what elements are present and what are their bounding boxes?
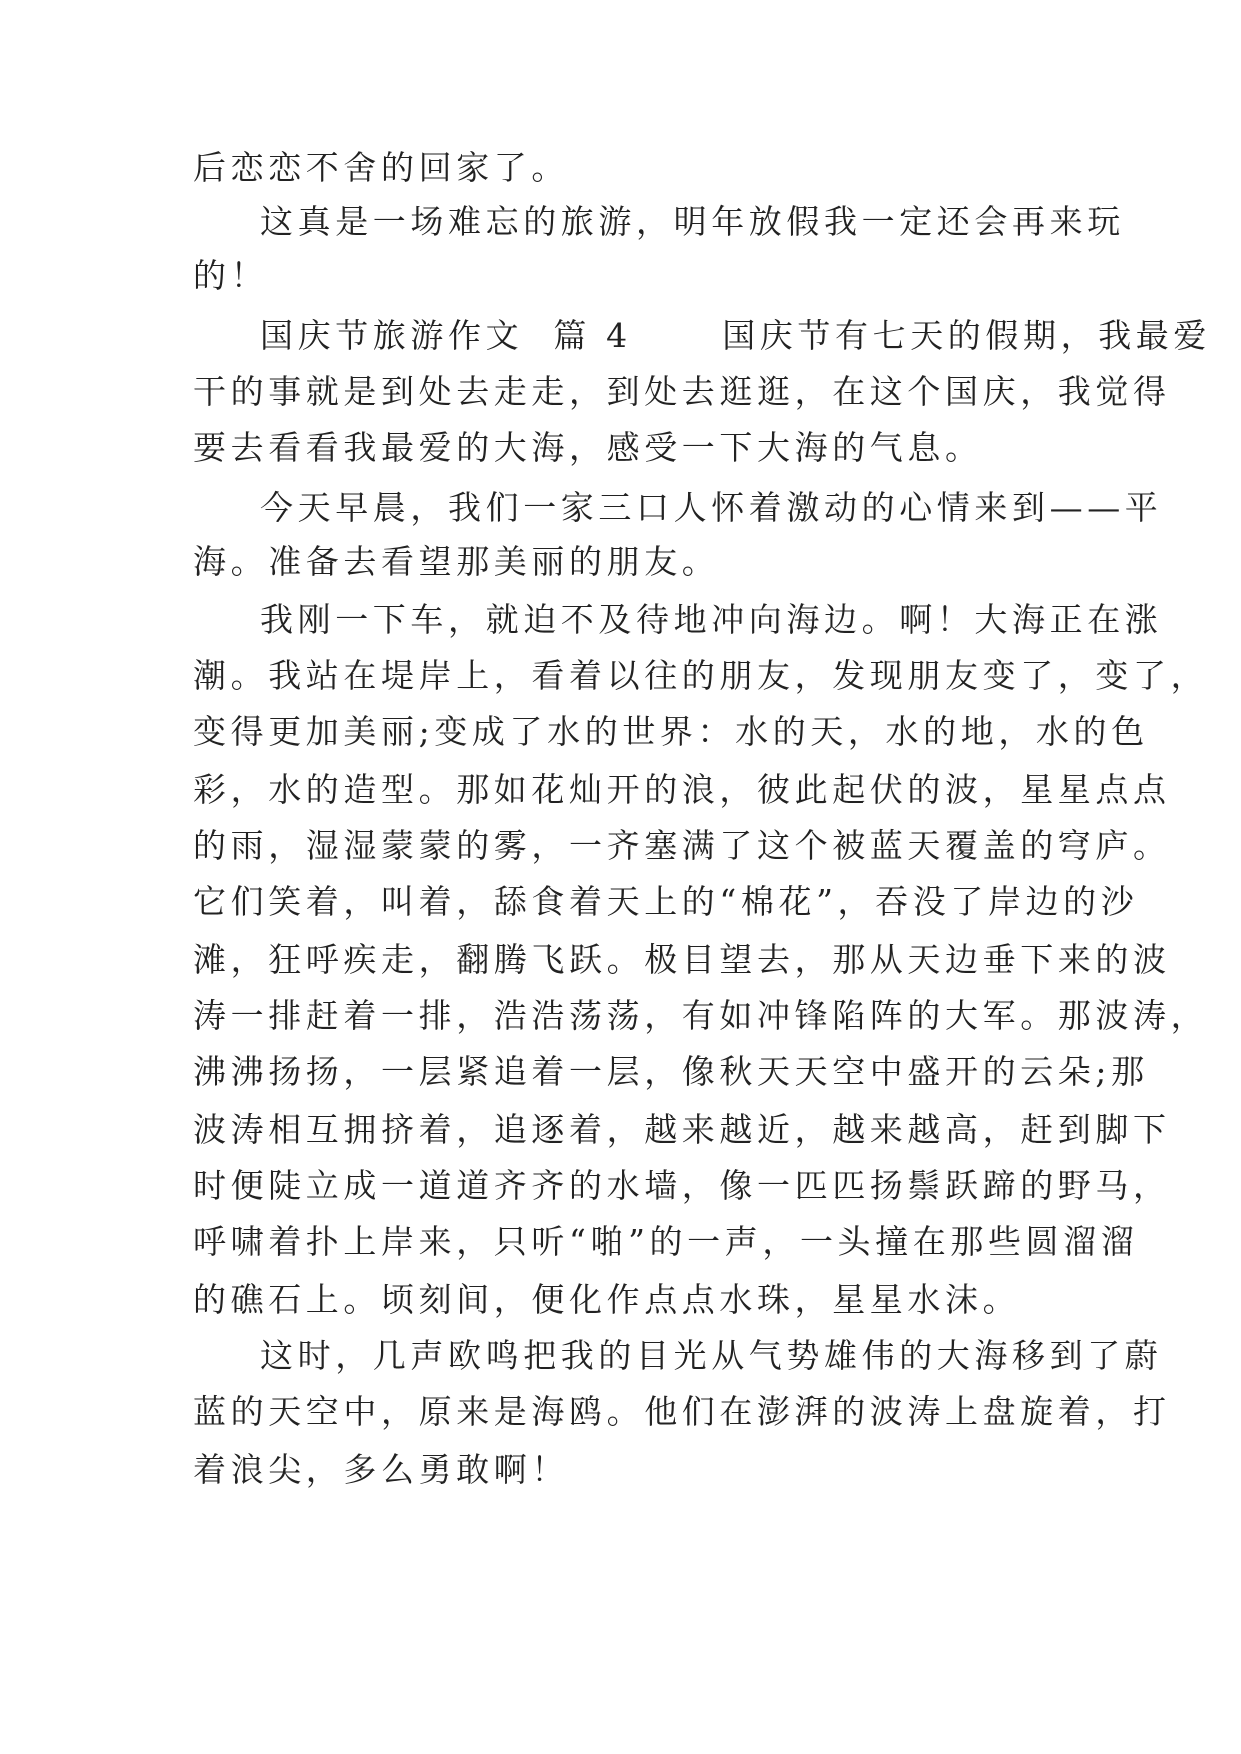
text-line: 滩，狂呼疾走，翻腾飞跃。极目望去，那从天边垂下来的波 [193,940,1171,979]
text-line: 后恋恋不舍的回家了。 [193,148,569,187]
text-line: 沸沸扬扬，一层紧追着一层，像秋天天空中盛开的云朵;那 [193,1052,1149,1091]
paragraph-line: 今天早晨，我们一家三口人怀着激动的心情来到——平 [260,488,1163,527]
paragraph-line: 这时，几声欧鸣把我的目光从气势雄伟的大海移到了蔚 [260,1336,1163,1375]
section-heading-line: 国庆节旅游作文 篇 4 国庆节有七天的假期，我最爱 [260,316,1212,355]
paragraph-line: 我刚一下车，就迫不及待地冲向海边。啊！大海正在涨 [260,600,1163,639]
text-line: 波涛相互拥挤着，追逐着，越来越近，越来越高，赶到脚下 [193,1110,1171,1149]
text-line: 潮。我站在堤岸上，看着以往的朋友，发现朋友变了，变了， [193,656,1209,695]
text-line: 涛一排赶着一排，浩浩荡荡，有如冲锋陷阵的大军。那波涛， [193,996,1209,1035]
text-line: 的！ [193,256,269,295]
text-line: 时便陡立成一道道齐齐的水墙，像一匹匹扬鬃跃蹄的野马， [193,1166,1171,1205]
text-line: 变得更加美丽;变成了水的世界：水的天，水的地，水的色 [193,712,1149,751]
text-line: 呼啸着扑上岸来，只听“啪”的一声，一头撞在那些圆溜溜 [193,1222,1139,1261]
text-line: 海。准备去看望那美丽的朋友。 [193,542,720,581]
text-line: 着浪尖，多么勇敢啊！ [193,1450,569,1489]
text-line: 干的事就是到处去走走，到处去逛逛，在这个国庆，我觉得 [193,372,1171,411]
text-line: 蓝的天空中，原来是海鸥。他们在澎湃的波涛上盘旋着，打 [193,1392,1171,1431]
text-line: 要去看看我最爱的大海，感受一下大海的气息。 [193,428,983,467]
text-line: 的雨，湿湿蒙蒙的雾，一齐塞满了这个被蓝天覆盖的穹庐。 [193,826,1171,865]
text-line: 的礁石上。顷刻间，便化作点点水珠，星星水沫。 [193,1280,1021,1319]
paragraph-line: 这真是一场难忘的旅游，明年放假我一定还会再来玩 [260,202,1125,241]
text-line: 它们笑着，叫着，舔食着天上的“棉花”，吞没了岸边的沙 [193,882,1139,921]
text-line: 彩，水的造型。那如花灿开的浪，彼此起伏的波，星星点点 [193,770,1171,809]
